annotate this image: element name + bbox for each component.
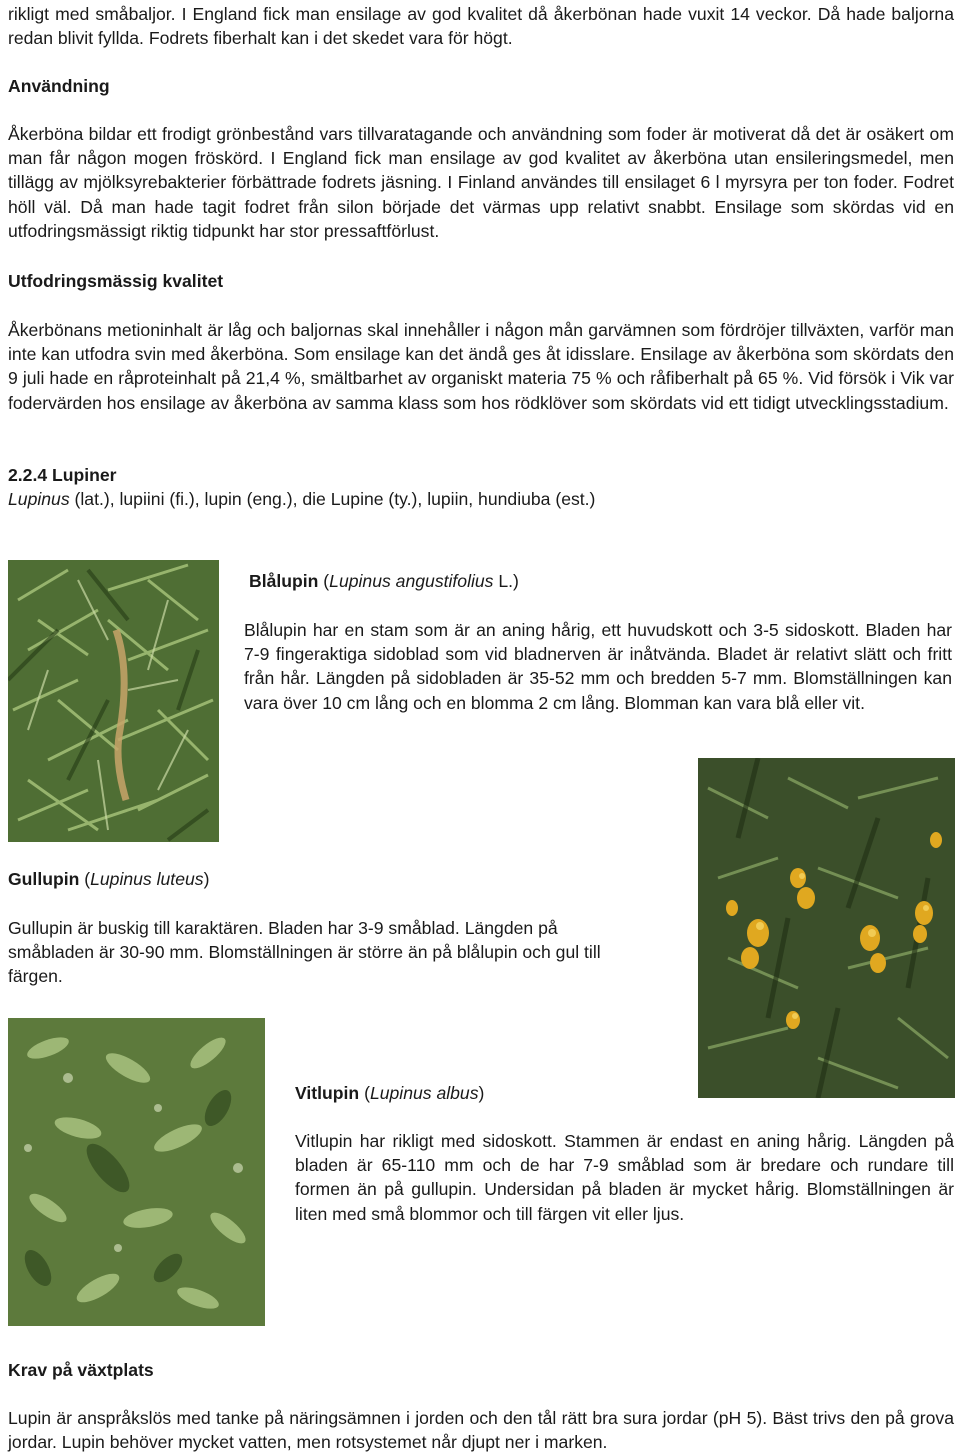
gullupin-name: Gullupin [8,869,80,889]
blalupin-photo [8,560,219,842]
lupiner-names-rest: (lat.), lupiini (fi.), lupin (eng.), die Lupine (ty.), lupiin, hundiuba (est.) [69,489,596,509]
section-heading-utfodring: Utfodringsmässig kvalitet [8,271,224,291]
vitlupin-latin: Lupinus albus [369,1083,479,1103]
anvandning-paragraph: Åkerböna bildar ett frodigt grönbestånd vars tillvaratagande och användning som foder är motiverat då det är osäkert om man får någon mogen fröskörd. I England fick man ensilage av god kvalitet av åkerböna utan ensileringsmedel, men tillägg av mjölksyrebakterier förbättrade fodrets jäsning. I Finland användes till ensilaget 6 l myrsyra per ton foder. Fodret höll väl. Då man hade tagit fodret från silon började det värmas upp relativt snabbt. Ensilage som skördas vid en utfodringsmässigt riktig tidpunkt har stor pressaftförlust. [8,124,954,241]
blalupin-paragraph: Blålupin har en stam som är an aning hårig, ett huvudskott och 3-5 sidoskott. Bladen har 7-9 fingeraktiga sidoblad som vid bladnerven är inåtvända. Bladet är relativt slätt och fritt från hår. Längden på sidobladen är 35-52 mm och bredden 5-7 mm. Blomställningen kan vara över 10 cm lång och en blomma 2 cm lång. Blomman kan vara blå eller vit. [244,620,952,713]
section-heading-anvandning: Användning [8,76,110,96]
utfodring-paragraph: Åkerbönans metioninhalt är låg och baljornas skal innehåller i någon mån garvämnen som fördröjer tillväxten, varför man inte kan utfodra svin med åkerböna. Som ensilage kan det ändå ges åt idisslare. Ensilage av åkerböna som skördats den 9 juli hade en råproteinhalt på 21,4 %, smältbarhet av organiskt materia 75 % och råfiberhalt på 65 %. Vid försök i Vik var fodervärden hos ensilage av åkerböna av samma klass som hos rödklöver som skördats vid ett tidigt utvecklingsstadium. [8,320,954,413]
gullupin-paragraph: Gullupin är buskig till karaktären. Bladen har 3-9 småblad. Längden på småbladen är 30-90 mm. Blomställningen är större än på blålupin och gul till färgen. [8,918,601,987]
gullupin-latin: Lupinus luteus [90,869,204,889]
lupiner-latin: Lupinus [8,489,70,509]
section-heading-krav: Krav på växtplats [8,1360,154,1380]
blalupin-title: Blålupin (Lupinus angustifolius L.) [249,571,519,591]
vitlupin-title: Vitlupin (Lupinus albus) [295,1083,485,1103]
vitlupin-paragraph: Vitlupin har rikligt med sidoskott. Stammen är endast en aning hårig. Längden på bladen är 65-110 mm och de har 7-9 småblad som är bredare och rundare till formen än på gullupin. Undersidan på bladen är mycket hårig. Blomställningen är liten med små blommor och till färgen vit eller ljus. [295,1131,954,1224]
vitlupin-photo [8,1018,265,1326]
vitlupin-name: Vitlupin [295,1083,360,1103]
gullupin-photo [698,758,955,1098]
blalupin-author: L. [493,571,514,591]
blalupin-latin: Lupinus angustifolius [329,571,494,591]
lupiner-names [8,487,595,511]
blalupin-name: Blålupin [249,571,319,591]
section-heading-lupiner: 2.2.4 Lupiner [8,465,117,485]
krav-paragraph: Lupin är anspråkslös med tanke på näringsämnen i jorden och den tål rätt bra sura jordar (pH 5). Bäst trivs den på grova jordar. Lupin behöver mycket vatten, men rotsystemet når djupt ner i marken. [8,1408,954,1453]
intro-paragraph: rikligt med småbaljor. I England fick man ensilage av god kvalitet då åkerbönan hade vuxit 14 veckor. Då hade baljorna redan blivit fyllda. Fodrets fiberhalt kan i det skedet vara för högt. [8,4,954,49]
gullupin-title: Gullupin (Lupinus luteus) [8,869,210,889]
